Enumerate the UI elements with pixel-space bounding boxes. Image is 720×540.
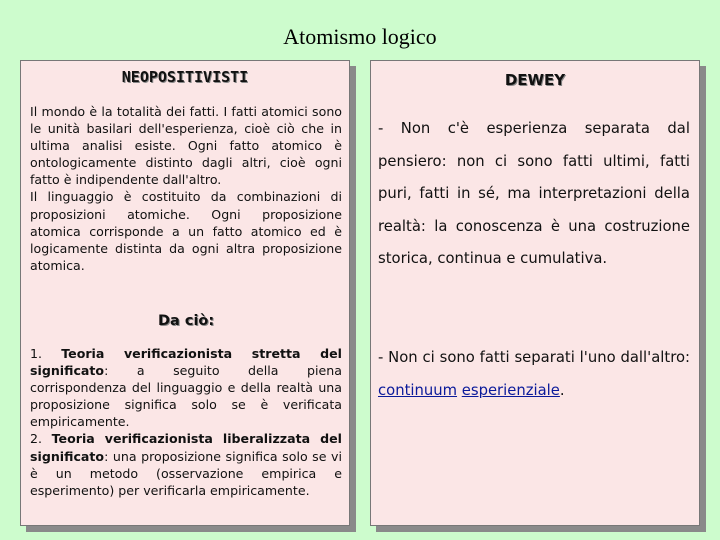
point-number: 1. bbox=[30, 346, 62, 361]
intro-paragraph-facts: Il mondo è la totalità dei fatti. I fatti atomici sono le unità basilari dell'esperienza, cioè ciò che in ultima analisi esiste. Ogni fatto atomico è ontologicamente distinto dagli altri, cioè ogni fatto è indipendente dall'altro. bbox=[30, 104, 342, 188]
left-panel-intro bbox=[30, 103, 342, 274]
intro-paragraph-language: Il linguaggio è costituito da combinazioni di proposizioni atomiche. Ogni proposizione atomica corrisponde a un fatto atomico ed è logicamente distinta da ogni altra proposizione atomica. bbox=[30, 189, 342, 273]
right-panel-point-experience: - Non c'è esperienza separata dal pensiero: non ci sono fatti ultimi, fatti puri, fatti in sé, ma interpretazioni della realtà: la conoscenza è una costruzione storica, continua e cumulativa. bbox=[378, 120, 690, 267]
point-number: 2. bbox=[30, 431, 52, 447]
right-panel-heading: DEWEY bbox=[504, 71, 566, 89]
slide-title: Atomismo logico bbox=[283, 24, 437, 49]
point-term-liberal: Teoria verificazionista liberalizzata del significato bbox=[30, 431, 342, 464]
continuum-period: . bbox=[559, 381, 565, 399]
right-panel-point-continuum bbox=[378, 342, 690, 407]
continuum-link[interactable]: continuum bbox=[378, 381, 458, 399]
point-text-strict: : a seguito della piena corrispondenza del linguaggio e della realtà una proposizione significa solo se è verificata empiricamente. bbox=[30, 363, 342, 430]
left-panel-points bbox=[30, 345, 342, 499]
experiential-link[interactable]: esperienziale bbox=[461, 381, 560, 399]
left-panel-subheading: Da ciò: bbox=[158, 313, 215, 329]
point-term-strict: Teoria verificazionista stretta del significato bbox=[30, 346, 342, 379]
left-panel-heading: NEOPOSITIVISTI bbox=[121, 68, 249, 86]
point-text-liberal: : una proposizione significa solo se vi è un metodo (osservazione empirica e esperimento) per verificarla empiricamente. bbox=[30, 448, 342, 498]
point-strict-verificationism bbox=[30, 345, 342, 430]
continuum-text: - Non ci sono fatti separati l'uno dall'altro: bbox=[378, 349, 690, 366]
point-liberal-verificationism bbox=[30, 430, 342, 498]
